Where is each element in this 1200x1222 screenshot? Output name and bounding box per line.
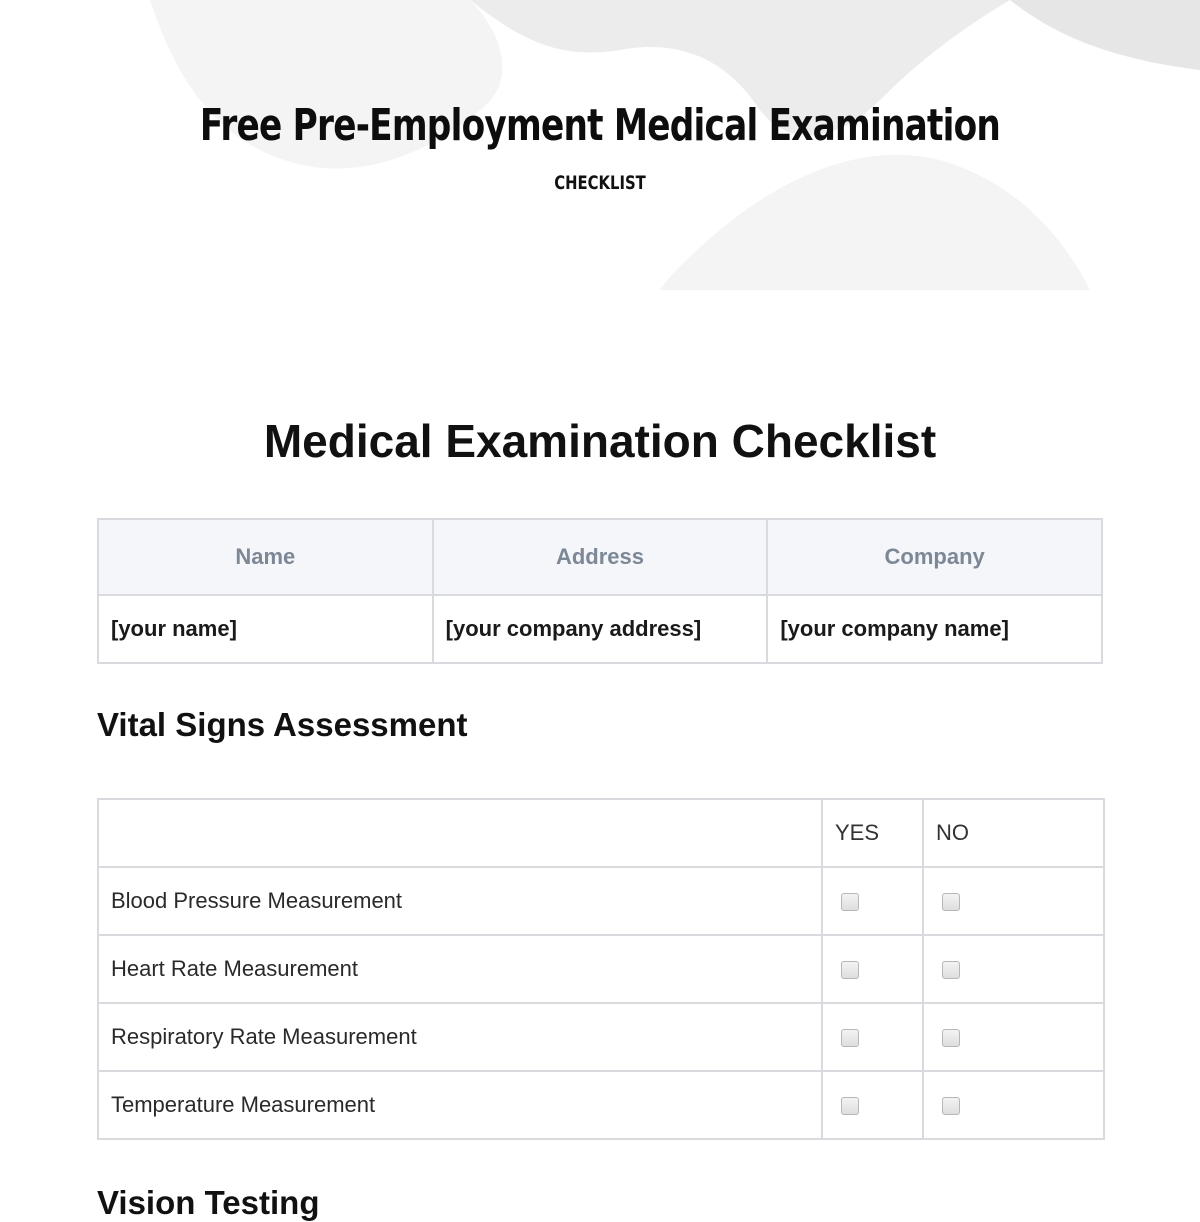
row-label: Temperature Measurement — [98, 1071, 822, 1139]
vital-signs-heading: Vital Signs Assessment — [97, 706, 468, 743]
table-row — [98, 935, 1104, 1003]
table-row — [98, 867, 1104, 935]
heart-rate-yes-checkbox[interactable] — [841, 961, 859, 979]
vision-testing-heading: Vision Testing — [97, 1184, 320, 1221]
info-table — [97, 518, 1103, 664]
name-header: Name — [98, 519, 433, 595]
row-label: Heart Rate Measurement — [98, 935, 822, 1003]
item-column-header — [98, 799, 822, 867]
info-table-header-row — [98, 519, 1102, 595]
banner-subtitle: CHECKLIST — [554, 172, 646, 194]
yes-column-header: YES — [822, 799, 923, 867]
no-column-header: NO — [923, 799, 1104, 867]
company-header: Company — [767, 519, 1102, 595]
blood-pressure-no-checkbox[interactable] — [942, 893, 960, 911]
temperature-yes-checkbox[interactable] — [841, 1097, 859, 1115]
info-table-value-row — [98, 595, 1102, 663]
blood-pressure-yes-checkbox[interactable] — [841, 893, 859, 911]
respiratory-rate-yes-checkbox[interactable] — [841, 1029, 859, 1047]
page-title: Medical Examination Checklist — [263, 415, 937, 467]
table-row — [98, 1003, 1104, 1071]
address-header: Address — [433, 519, 768, 595]
row-label: Respiratory Rate Measurement — [98, 1003, 822, 1071]
vital-signs-table — [97, 798, 1105, 1140]
row-label: Blood Pressure Measurement — [98, 867, 822, 935]
temperature-no-checkbox[interactable] — [942, 1097, 960, 1115]
address-field[interactable]: [your company address] — [433, 595, 768, 663]
header-banner — [0, 0, 1200, 290]
vital-signs-header-row — [98, 799, 1104, 867]
table-row — [98, 1071, 1104, 1139]
company-field[interactable]: [your company name] — [767, 595, 1102, 663]
banner-title: Free Pre-Employment Medical Examination — [199, 100, 1001, 151]
heart-rate-no-checkbox[interactable] — [942, 961, 960, 979]
respiratory-rate-no-checkbox[interactable] — [942, 1029, 960, 1047]
name-field[interactable]: [your name] — [98, 595, 433, 663]
